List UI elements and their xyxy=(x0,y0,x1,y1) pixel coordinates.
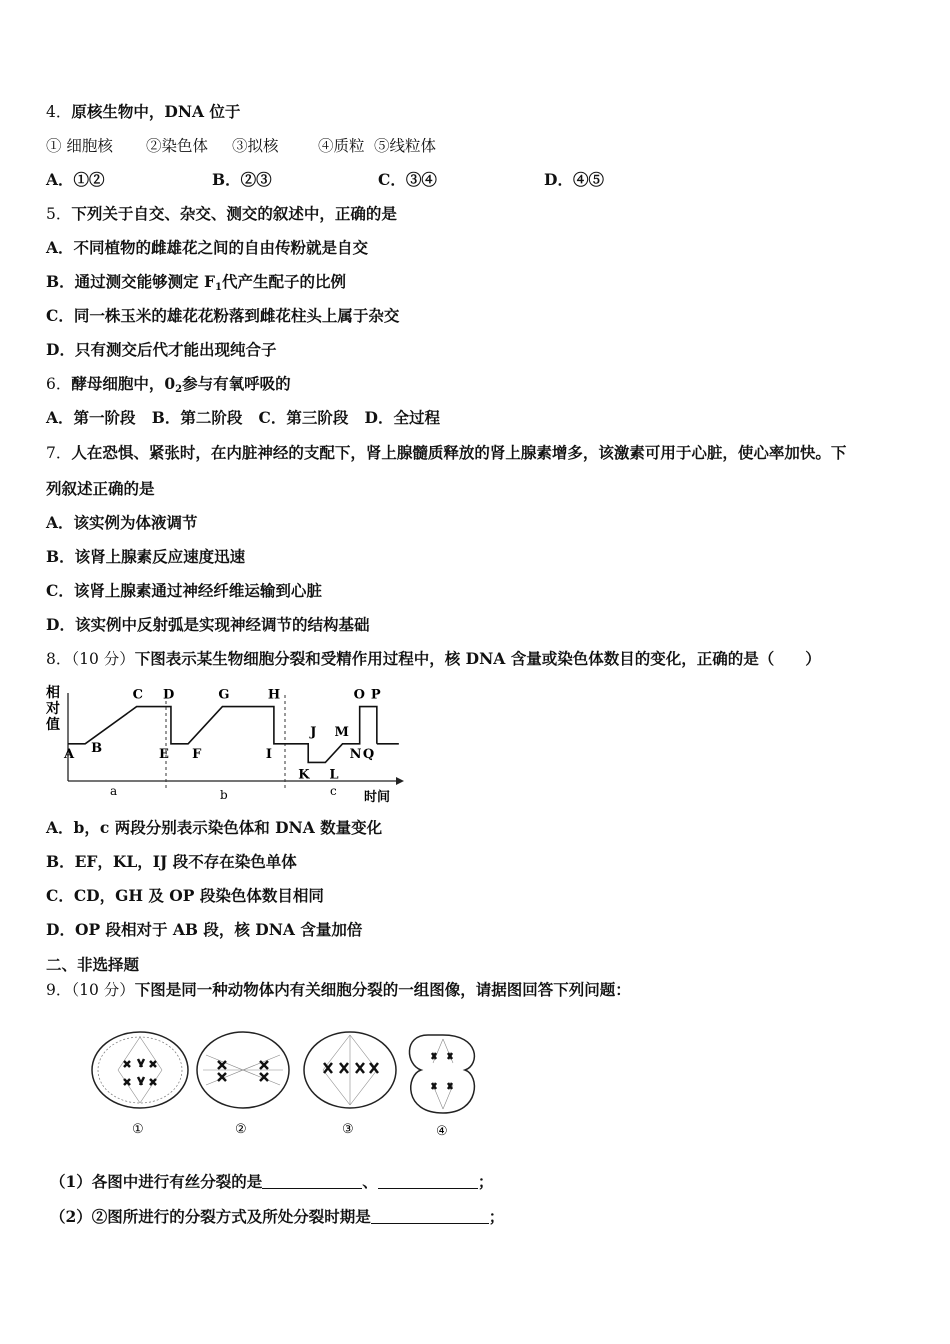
y-axis-label-char: 相 xyxy=(46,685,60,701)
series-line xyxy=(68,707,377,763)
q4-option-a: A．①② xyxy=(46,170,105,189)
y-axis-label-char: 值 xyxy=(46,717,60,733)
cell-figure-1 xyxy=(92,1032,188,1137)
q5-option-b-text: B．通过测交能够测定 F xyxy=(46,272,216,291)
q7-number: 7． xyxy=(46,444,72,462)
q8-option-b: B．EF，KL，IJ 段不存在染色单体 xyxy=(46,852,297,871)
point-label-g: G xyxy=(218,687,230,703)
q8-stem-line xyxy=(46,649,821,669)
q5-option-b xyxy=(46,272,346,298)
q6-options: A．第一阶段 B．第二阶段 C．第三阶段 D．全过程 xyxy=(46,408,440,427)
q8-option-a: A．b，c 两段分别表示染色体和 DNA 数量变化 xyxy=(46,818,383,837)
q8-stem: 下图表示某生物细胞分裂和受精作用过程中，核 DNA 含量或染色体数目的变化，正确的是（ ） xyxy=(134,649,821,668)
q8-option-d: D．OP 段相对于 AB 段，核 DNA 含量加倍 xyxy=(46,920,363,939)
point-label-f: F xyxy=(192,746,202,762)
q6-stem-line xyxy=(46,374,291,400)
figure-label-4: ④ xyxy=(436,1124,448,1139)
q6-stem: 酵母细胞中，0 xyxy=(71,374,176,393)
q4-stem: 原核生物中，DNA 位于 xyxy=(71,102,241,121)
q7-stem-line2: 列叙述正确的是 xyxy=(46,479,155,498)
q9-sub1 xyxy=(50,1172,493,1192)
segment-label-a: a xyxy=(110,784,118,798)
point-label-e: E xyxy=(158,746,169,762)
point-label-l: L xyxy=(329,767,339,783)
segment-label-c: c xyxy=(330,784,337,798)
q8-score: （10 分） xyxy=(71,650,135,668)
q5-option-b-tail: 代产生配子的比例 xyxy=(221,272,346,291)
q4-item: ① 细胞核 xyxy=(46,137,113,155)
point-label-d: D xyxy=(162,687,175,703)
q5-option-d: D．只有测交后代才能出现纯合子 xyxy=(46,340,277,359)
q5-option-c: C．同一株玉米的雄花花粉落到雌花柱头上属于杂交 xyxy=(46,306,400,325)
answer-blank-1[interactable] xyxy=(262,1172,362,1189)
q5-option-b-subscript: 1 xyxy=(215,282,222,293)
figure-label-3: ③ xyxy=(342,1122,354,1137)
point-label-j: J xyxy=(310,724,317,740)
cell-division-figures xyxy=(88,1025,488,1145)
q9-stem: 下图是同一种动物体内有关细胞分裂的一组图像，请据图回答下列问题： xyxy=(134,980,631,999)
q4-item: ②染色体 xyxy=(146,137,209,155)
q9-sub2-end: ； xyxy=(488,1207,505,1226)
q4-option-c: C．③④ xyxy=(378,170,437,189)
cell-figure-2 xyxy=(197,1032,289,1137)
q7-option-d: D．该实例中反射弧是实现神经调节的结构基础 xyxy=(46,615,370,634)
q9-sub1-text: （1）各图中进行有丝分裂的是 xyxy=(50,1172,263,1191)
q5-stem-line xyxy=(46,204,397,224)
q9-sub2-text: （2）②图所进行的分裂方式及所处分裂时期是 xyxy=(50,1207,371,1226)
q5-number: 5． xyxy=(46,205,72,223)
point-label-c: C xyxy=(132,687,143,703)
point-label-i: I xyxy=(265,746,272,762)
q9-score: （10 分） xyxy=(71,981,135,999)
q7-option-a: A．该实例为体液调节 xyxy=(46,513,198,532)
x-axis-label: 时间 xyxy=(364,790,391,805)
section-heading: 二、非选择题 xyxy=(46,955,140,974)
cell-figure-3 xyxy=(304,1032,396,1137)
y-axis-label-char: 对 xyxy=(46,701,60,717)
point-label-k: K xyxy=(298,767,310,783)
q5-option-a: A．不同植物的雌雄花之间的自由传粉就是自交 xyxy=(46,238,369,257)
q9-stem-line xyxy=(46,980,631,1000)
q4-number: 4． xyxy=(46,103,72,121)
point-label-a: A xyxy=(64,746,75,762)
q5-stem: 下列关于自交、杂交、测交的叙述中，正确的是 xyxy=(71,204,397,223)
point-label-h: H xyxy=(267,687,281,703)
q7-option-b: B．该肾上腺素反应速度迅速 xyxy=(46,547,246,566)
q4-item: ⑤线粒体 xyxy=(374,137,437,155)
q6-stem-subscript: 2 xyxy=(175,384,183,395)
q9-sub1-end: ； xyxy=(477,1172,494,1191)
point-labels xyxy=(63,688,381,783)
q4-items xyxy=(46,136,436,156)
q7-stem1: 人在恐惧、紧张时，在内脏神经的支配下，肾上腺髓质释放的肾上腺素增多，该激素可用于心脏，使心率加快。下 xyxy=(71,443,847,462)
q9-sub2 xyxy=(50,1207,504,1227)
point-label-p: P xyxy=(370,687,381,703)
cell-figure-4 xyxy=(409,1035,474,1139)
segment-label-b: b xyxy=(220,788,228,802)
q9-sub1-separator: 、 xyxy=(362,1172,378,1191)
q4-item: ④质粒 xyxy=(318,137,365,155)
q8-number: 8． xyxy=(46,650,72,668)
q4-option-d: D．④⑤ xyxy=(544,170,604,189)
q7-option-c: C．该肾上腺素通过神经纤维运输到心脏 xyxy=(46,581,322,600)
q6-number: 6． xyxy=(46,375,72,393)
figure-label-2: ② xyxy=(235,1122,247,1137)
point-label-q: Q xyxy=(362,746,375,762)
figure-label-1: ① xyxy=(132,1122,144,1137)
q4-item: ③拟核 xyxy=(232,137,279,155)
point-label-b: B xyxy=(91,740,103,756)
answer-blank-3[interactable] xyxy=(371,1207,489,1224)
q7-stem-line1 xyxy=(46,443,846,463)
q4-options xyxy=(46,170,604,190)
q9-number: 9． xyxy=(46,981,72,999)
x-axis-arrow xyxy=(396,777,404,785)
point-label-n: N xyxy=(349,746,362,762)
q8-option-c: C．CD，GH 及 OP 段染色体数目相同 xyxy=(46,886,324,905)
q6-stem-tail: 参与有氧呼吸的 xyxy=(182,374,291,393)
dna-chromosome-chart xyxy=(44,683,414,808)
point-label-o: O xyxy=(353,687,366,703)
q4-option-b: B．②③ xyxy=(212,170,272,189)
q4-stem-line xyxy=(46,102,240,122)
answer-blank-2[interactable] xyxy=(378,1172,478,1189)
point-label-m: M xyxy=(334,724,349,740)
